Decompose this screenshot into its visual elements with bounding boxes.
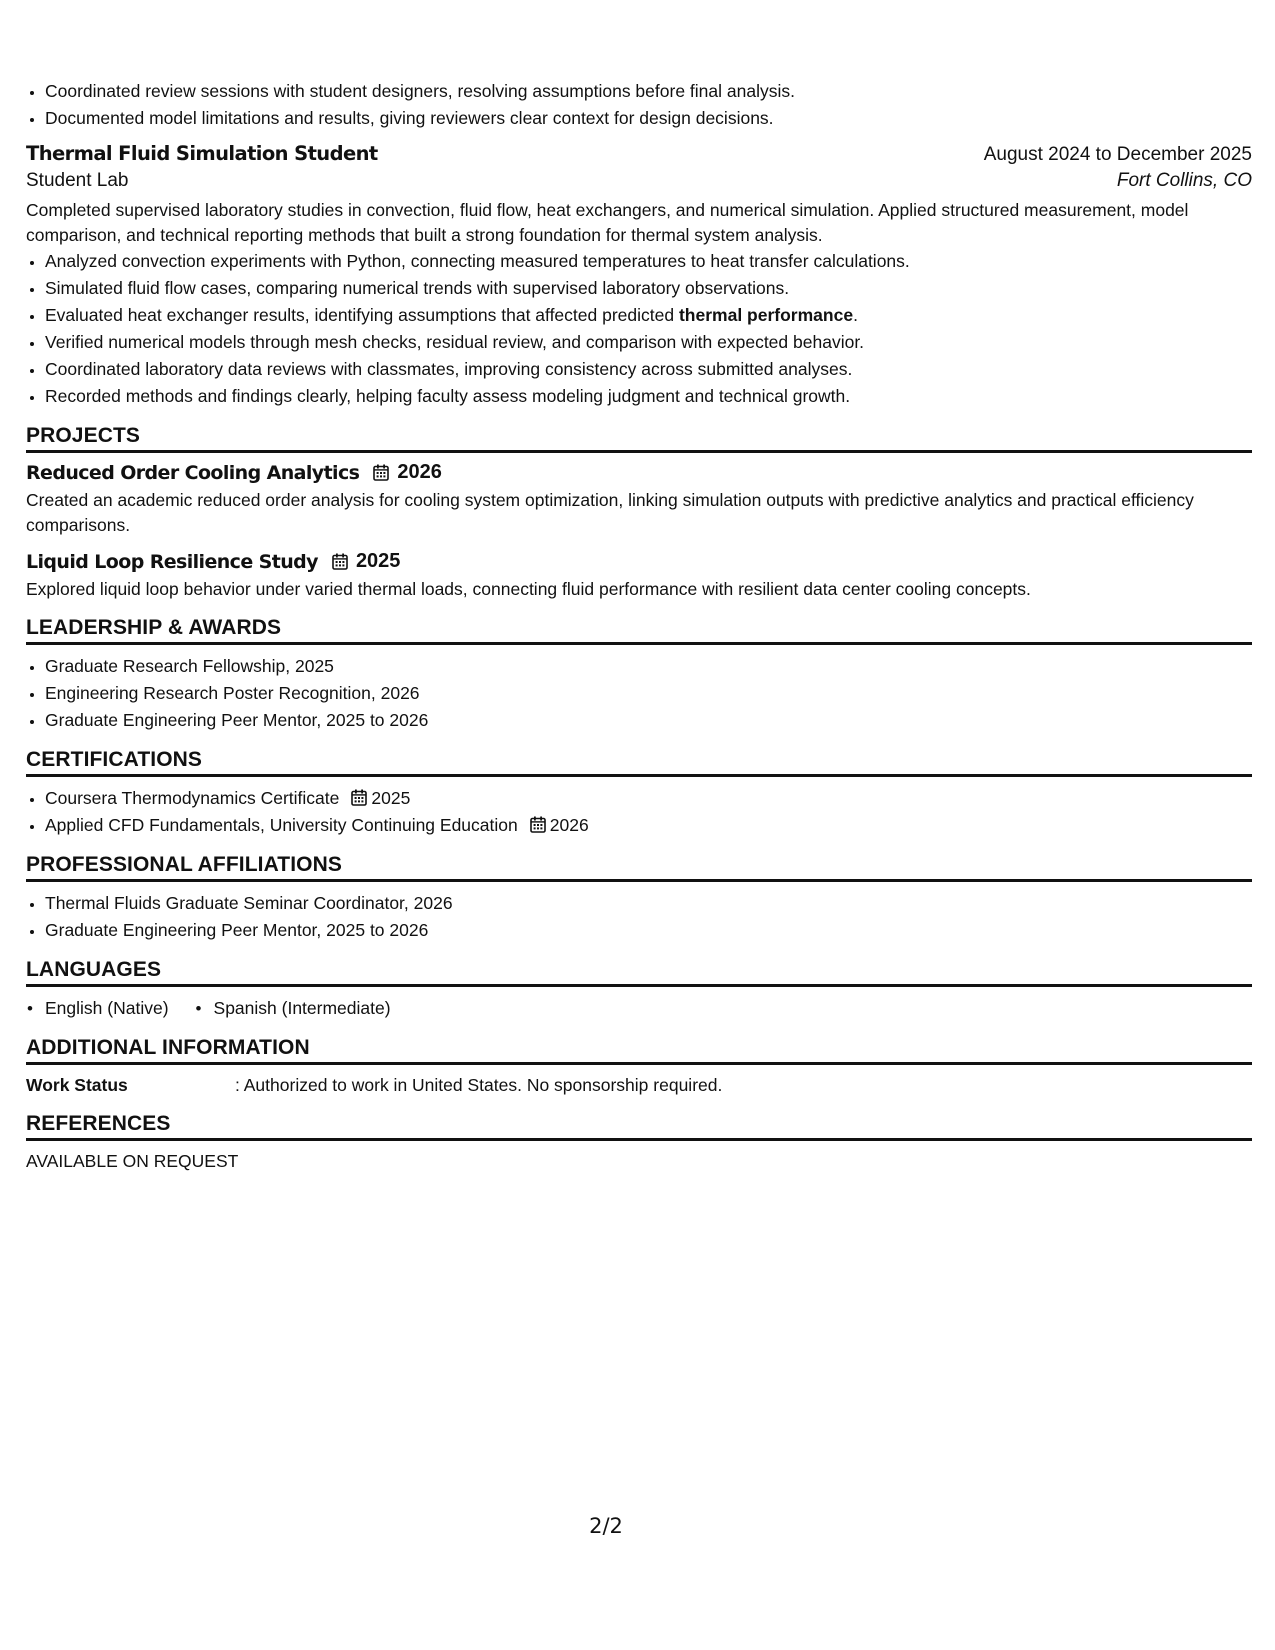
list-item: • Thermal Fluids Graduate Seminar Coordinator, 2026 — [45, 890, 1252, 917]
list-item: • Coordinated review sessions with student designers, resolving assumptions before final analysis. — [45, 78, 1252, 105]
project-title: Reduced Order Cooling Analytics — [26, 461, 360, 484]
work-status-label: Work Status — [26, 1075, 128, 1095]
calendar-icon — [373, 464, 389, 481]
project-title: Liquid Loop Resilience Study — [26, 550, 318, 573]
job-dates: August 2024 to December 2025 — [983, 144, 1252, 165]
list-item: • Verified numerical models through mesh checks, residual review, and comparison with expected behavior. — [45, 329, 1252, 356]
certification-year: 2025 — [371, 788, 411, 808]
languages-list — [26, 995, 1252, 1022]
certifications-list — [26, 785, 1252, 839]
list-item: • Recorded methods and findings clearly, helping faculty assess modeling judgment and technical growth. — [45, 383, 1252, 410]
list-item: • Engineering Research Poster Recognition, 2026 — [45, 680, 1252, 707]
list-item: • Documented model limitations and results, giving reviewers clear context for design decisions. — [45, 105, 1252, 132]
list-item: • Graduate Research Fellowship, 2025 — [45, 653, 1252, 680]
job-organization: Student Lab — [26, 170, 129, 191]
project-year: 2026 — [397, 461, 442, 483]
certification-name: Coursera Thermodynamics Certificate — [45, 788, 340, 808]
section-heading-affiliations: PROFESSIONAL AFFILIATIONS — [26, 853, 1252, 882]
list-item — [45, 785, 1252, 812]
job-title: Thermal Fluid Simulation Student — [26, 142, 378, 165]
job-summary: Completed supervised laboratory studies in convection, fluid flow, heat exchangers, and numerical simulation. Applied structured measurement, model comparison, and technical reporting methods that built a strong foundation for thermal system analysis. — [26, 200, 1189, 245]
resume-page — [26, 78, 1252, 1174]
job-location: Fort Collins, CO — [1116, 170, 1252, 191]
section-heading-certifications: CERTIFICATIONS — [26, 748, 1252, 777]
bullet-bold-text: thermal performance — [678, 305, 854, 325]
calendar-icon — [351, 789, 367, 806]
section-heading-languages: LANGUAGES — [26, 958, 1252, 987]
bullet-tail: . — [853, 305, 858, 325]
calendar-icon — [332, 553, 348, 570]
bullet-text: Evaluated heat exchanger results, identifying assumptions that affected predicted — [45, 305, 679, 325]
list-item: • Graduate Engineering Peer Mentor, 2025 to 2026 — [45, 707, 1252, 734]
section-heading-additional-information: ADDITIONAL INFORMATION — [26, 1036, 1252, 1065]
list-item — [45, 302, 1252, 329]
project-title-row — [26, 550, 1252, 573]
project-title-row — [26, 461, 1252, 484]
leadership-list — [26, 653, 1252, 734]
list-item: • Coordinated laboratory data reviews with classmates, improving consistency across submitted analyses. — [45, 356, 1252, 383]
list-item: • English (Native) — [26, 995, 169, 1022]
project-description: Created an academic reduced order analysis for cooling system optimization, linking simulation outputs with predictive analytics and practical efficiency comparisons. — [26, 490, 1194, 535]
section-heading-projects: PROJECTS — [26, 424, 1252, 453]
references-text: AVAILABLE ON REQUEST — [26, 1151, 239, 1171]
certification-year: 2026 — [549, 815, 589, 835]
list-item: • Simulated fluid flow cases, comparing numerical trends with supervised laboratory observations. — [45, 275, 1252, 302]
list-item: • Analyzed convection experiments with Python, connecting measured temperatures to heat transfer calculations. — [45, 248, 1252, 275]
project-year: 2025 — [355, 550, 401, 572]
calendar-icon — [530, 816, 546, 833]
page-number: 2/2 — [589, 1514, 623, 1538]
work-status-row — [26, 1073, 1252, 1098]
work-status-value: : Authorized to work in United States. No sponsorship required. — [235, 1075, 723, 1095]
job-header — [26, 142, 1252, 166]
certification-name: Applied CFD Fundamentals, University Continuing Education — [45, 815, 518, 835]
section-heading-leadership: LEADERSHIP & AWARDS — [26, 616, 1252, 645]
section-heading-references: REFERENCES — [26, 1112, 1252, 1141]
job-bullets — [26, 248, 1252, 410]
previous-job-bullets — [26, 78, 1252, 132]
list-item: • Spanish (Intermediate) — [195, 995, 391, 1022]
list-item — [45, 812, 1252, 839]
list-item: • Graduate Engineering Peer Mentor, 2025 to 2026 — [45, 917, 1252, 944]
affiliations-list — [26, 890, 1252, 944]
job-subheader — [26, 170, 1252, 192]
project-description: Explored liquid loop behavior under varied thermal loads, connecting fluid performance with resilient data center cooling concepts. — [26, 579, 1031, 599]
